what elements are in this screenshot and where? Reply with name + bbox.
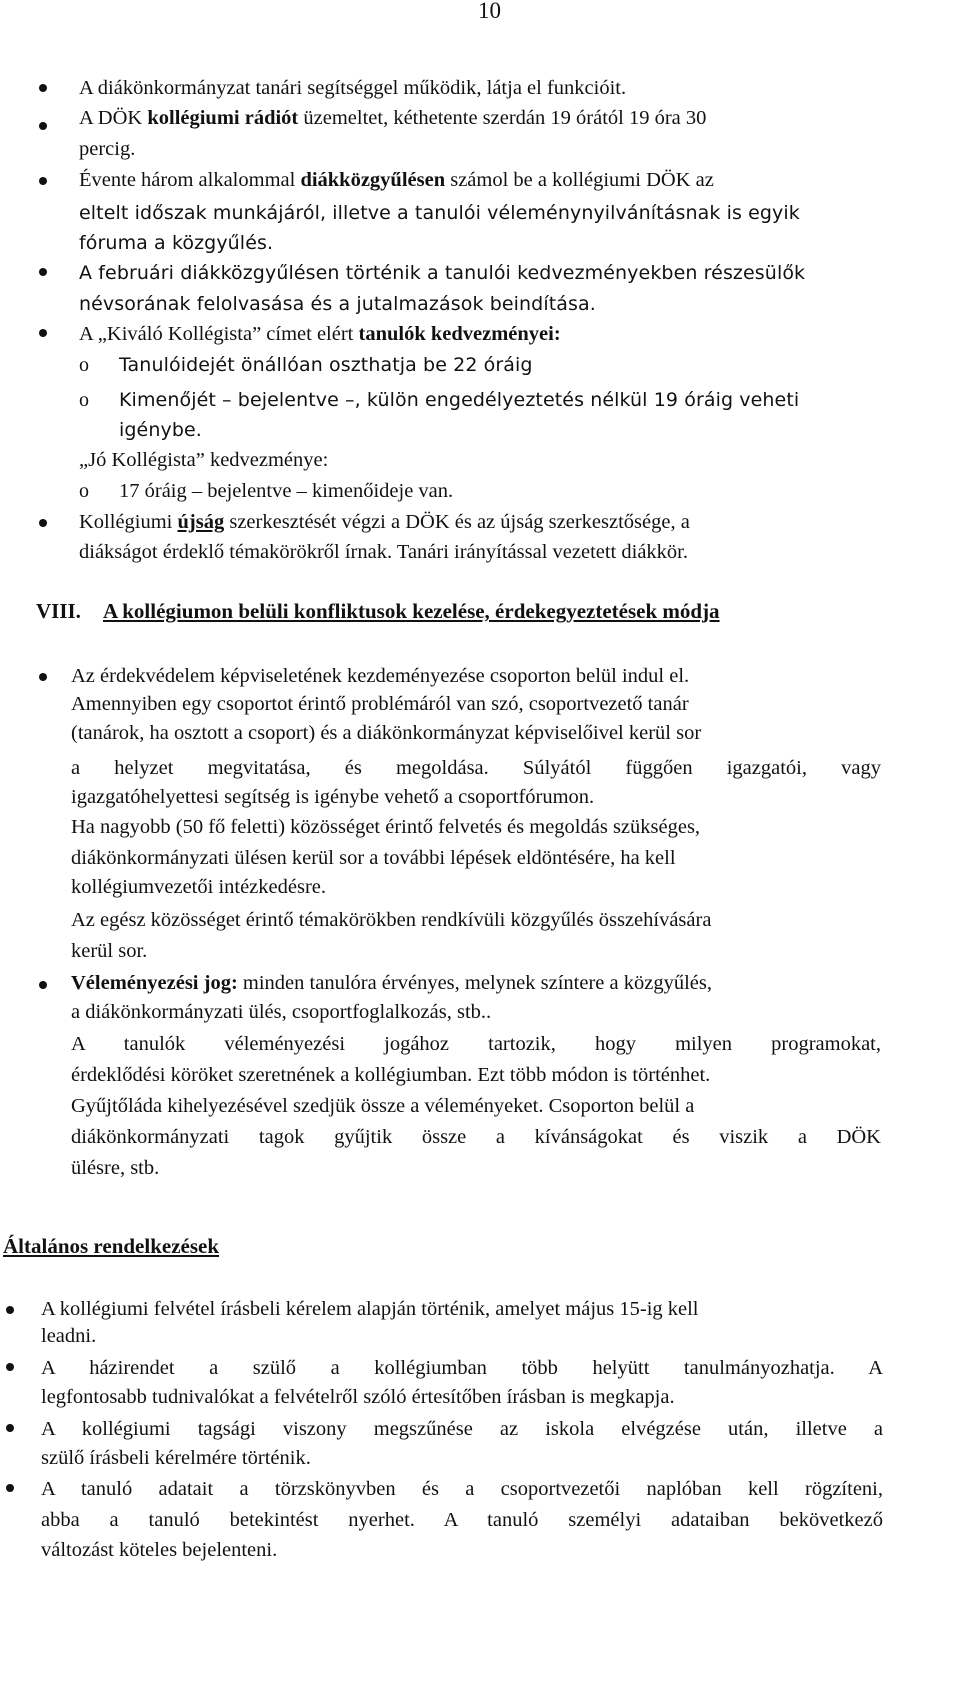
- bold-text: újság: [177, 511, 225, 533]
- text-line: Az egész közösséget érintő témakörökben rendkívüli közgyűlés összehívására: [71, 909, 712, 931]
- text-line: [79, 508, 690, 537]
- bullet-icon: [39, 177, 47, 185]
- circle-bullet-icon: o: [79, 389, 89, 411]
- text-line: kerül sor.: [71, 940, 148, 962]
- text-line: legfontosabb tudnivalókat a felvételről szóló értesítőben írásban is megkapja.: [41, 1386, 675, 1408]
- text-line: abba a tanuló betekintést nyerhet. A tanuló személyi adataiban bekövetkező: [41, 1509, 883, 1531]
- bullet-icon: [39, 84, 47, 92]
- bullet-icon: [6, 1306, 14, 1314]
- text-line: [79, 104, 706, 133]
- text-line: (tanárok, ha osztott a csoport) és a diákönkormányzat képviselőivel kerül sor: [71, 722, 702, 744]
- text-line: kollégiumvezetői intézkedésre.: [71, 876, 327, 898]
- bullet-icon: [39, 519, 47, 527]
- bullet-icon: [6, 1484, 14, 1492]
- bold-text: diákközgyűlésen: [300, 169, 446, 191]
- text-line: Amennyiben egy csoportot érintő problémáról van szó, csoportvezető tanár: [71, 693, 689, 715]
- text-line: ülésre, stb.: [71, 1157, 160, 1179]
- text-line: változást köteles bejelenteni.: [41, 1539, 278, 1561]
- text-line: A tanulók véleményezési jogához tartozik, hogy milyen programokat,: [71, 1033, 881, 1055]
- bullet-icon: [39, 981, 47, 989]
- text-span: Kollégiumi: [79, 511, 178, 533]
- text-line: A tanuló adatait a törzskönyvben és a csoportvezetői naplóban kell rögzíteni,: [41, 1478, 883, 1500]
- text-span: üzemeltet, kéthetente szerdán 19 órától 19 óra 30: [298, 107, 707, 129]
- text-line: „Jó Kollégista” kedvezménye:: [79, 449, 329, 471]
- page-number: 10: [478, 0, 501, 23]
- text-line: fóruma a közgyűlés.: [79, 232, 274, 254]
- text-line: A diákönkormányzat tanári segítséggel működik, látja el funkcióit.: [79, 77, 627, 99]
- text-line: Kimenőjét – bejelentve –, külön engedélyeztetés nélkül 19 óráig veheti: [119, 389, 800, 411]
- text-line: eltelt időszak munkájáról, illetve a tanulói véleménynyilvánításnak is egyik: [79, 202, 800, 224]
- text-line: [79, 320, 561, 349]
- text-line: A házirendet a szülő a kollégiumban több helyütt tanulmányozhatja. A: [41, 1357, 883, 1379]
- text-line: igénybe.: [119, 419, 202, 441]
- text-line: [71, 969, 712, 998]
- bullet-icon: [39, 329, 47, 337]
- text-span: A „Kiváló Kollégista” címet elért: [79, 323, 359, 345]
- text-line: A februári diákközgyűlésen történik a tanulói kedvezményekben részesülők: [79, 262, 806, 284]
- bullet-icon: [6, 1363, 14, 1371]
- text-line: [79, 166, 714, 195]
- text-line: 17 óráig – bejelentve – kimenőideje van.: [119, 480, 454, 502]
- text-span: minden tanulóra érvényes, melynek színtere a közgyűlés,: [237, 972, 712, 994]
- text-span: A DÖK: [79, 107, 148, 129]
- bullet-icon: [6, 1424, 14, 1432]
- text-span: Évente három alkalommal: [79, 169, 301, 191]
- section-number: VIII.: [36, 599, 81, 623]
- text-span: szerkesztését végzi a DÖK és az újság szerkesztősége, a: [224, 511, 690, 533]
- bold-text: kollégiumi rádiót: [147, 107, 299, 129]
- text-line: igazgatóhelyettesi segítség is igénybe vehető a csoportfórumon.: [71, 786, 595, 808]
- text-line: Az érdekvédelem képviseletének kezdeményezése csoporton belül indul el.: [71, 665, 690, 687]
- text-span: számol be a kollégiumi DÖK az: [445, 169, 714, 191]
- text-line: leadni.: [41, 1325, 97, 1347]
- text-line: a diákönkormányzati ülés, csoportfoglalkozás, stb..: [71, 1001, 492, 1023]
- text-line: diákságot érdeklő témakörökről írnak. Tanári irányítással vezetett diákkör.: [79, 541, 688, 563]
- text-line: a helyzet megvitatása, és megoldása. Súlyától függően igazgatói, vagy: [71, 757, 881, 779]
- circle-bullet-icon: o: [79, 480, 89, 502]
- text-line: A kollégiumi felvétel írásbeli kérelem alapján történik, amelyet május 15-ig kell: [41, 1298, 699, 1320]
- bullet-icon: [39, 673, 47, 681]
- text-line: érdeklődési köröket szeretnének a kollégiumban. Ezt több módon is történhet.: [71, 1064, 711, 1086]
- text-line: szülő írásbeli kérelmére történik.: [41, 1447, 311, 1469]
- bullet-icon: [39, 122, 47, 130]
- bullet-icon: [39, 268, 47, 276]
- bold-text: tanulók kedvezményei:: [358, 323, 561, 345]
- text-line: Ha nagyobb (50 fő feletti) közösséget érintő felvetés és megoldás szükséges,: [71, 816, 701, 838]
- text-line: névsorának felolvasása és a jutalmazások beindítása.: [79, 293, 596, 315]
- circle-bullet-icon: o: [79, 354, 89, 376]
- text-line: Gyűjtőláda kihelyezésével szedjük össze a véleményeket. Csoporton belül a: [71, 1095, 695, 1117]
- text-line: diákönkormányzati tagok gyűjtik össze a kívánságokat és viszik a DÖK: [71, 1126, 881, 1148]
- section-title: A kollégiumon belüli konfliktusok kezelése, érdekegyeztetések módja: [103, 599, 720, 623]
- general-heading: Általános rendelkezések: [3, 1234, 220, 1258]
- text-line: diákönkormányzati ülésen kerül sor a további lépések eldöntésére, ha kell: [71, 847, 676, 869]
- text-line: Tanulóidejét önállóan oszthatja be 22 óráig: [119, 354, 533, 376]
- text-line: percig.: [79, 138, 136, 160]
- text-line: A kollégiumi tagsági viszony megszűnése az iskola elvégzése után, illetve a: [41, 1418, 883, 1440]
- bold-text: Véleményezési jog:: [71, 972, 238, 994]
